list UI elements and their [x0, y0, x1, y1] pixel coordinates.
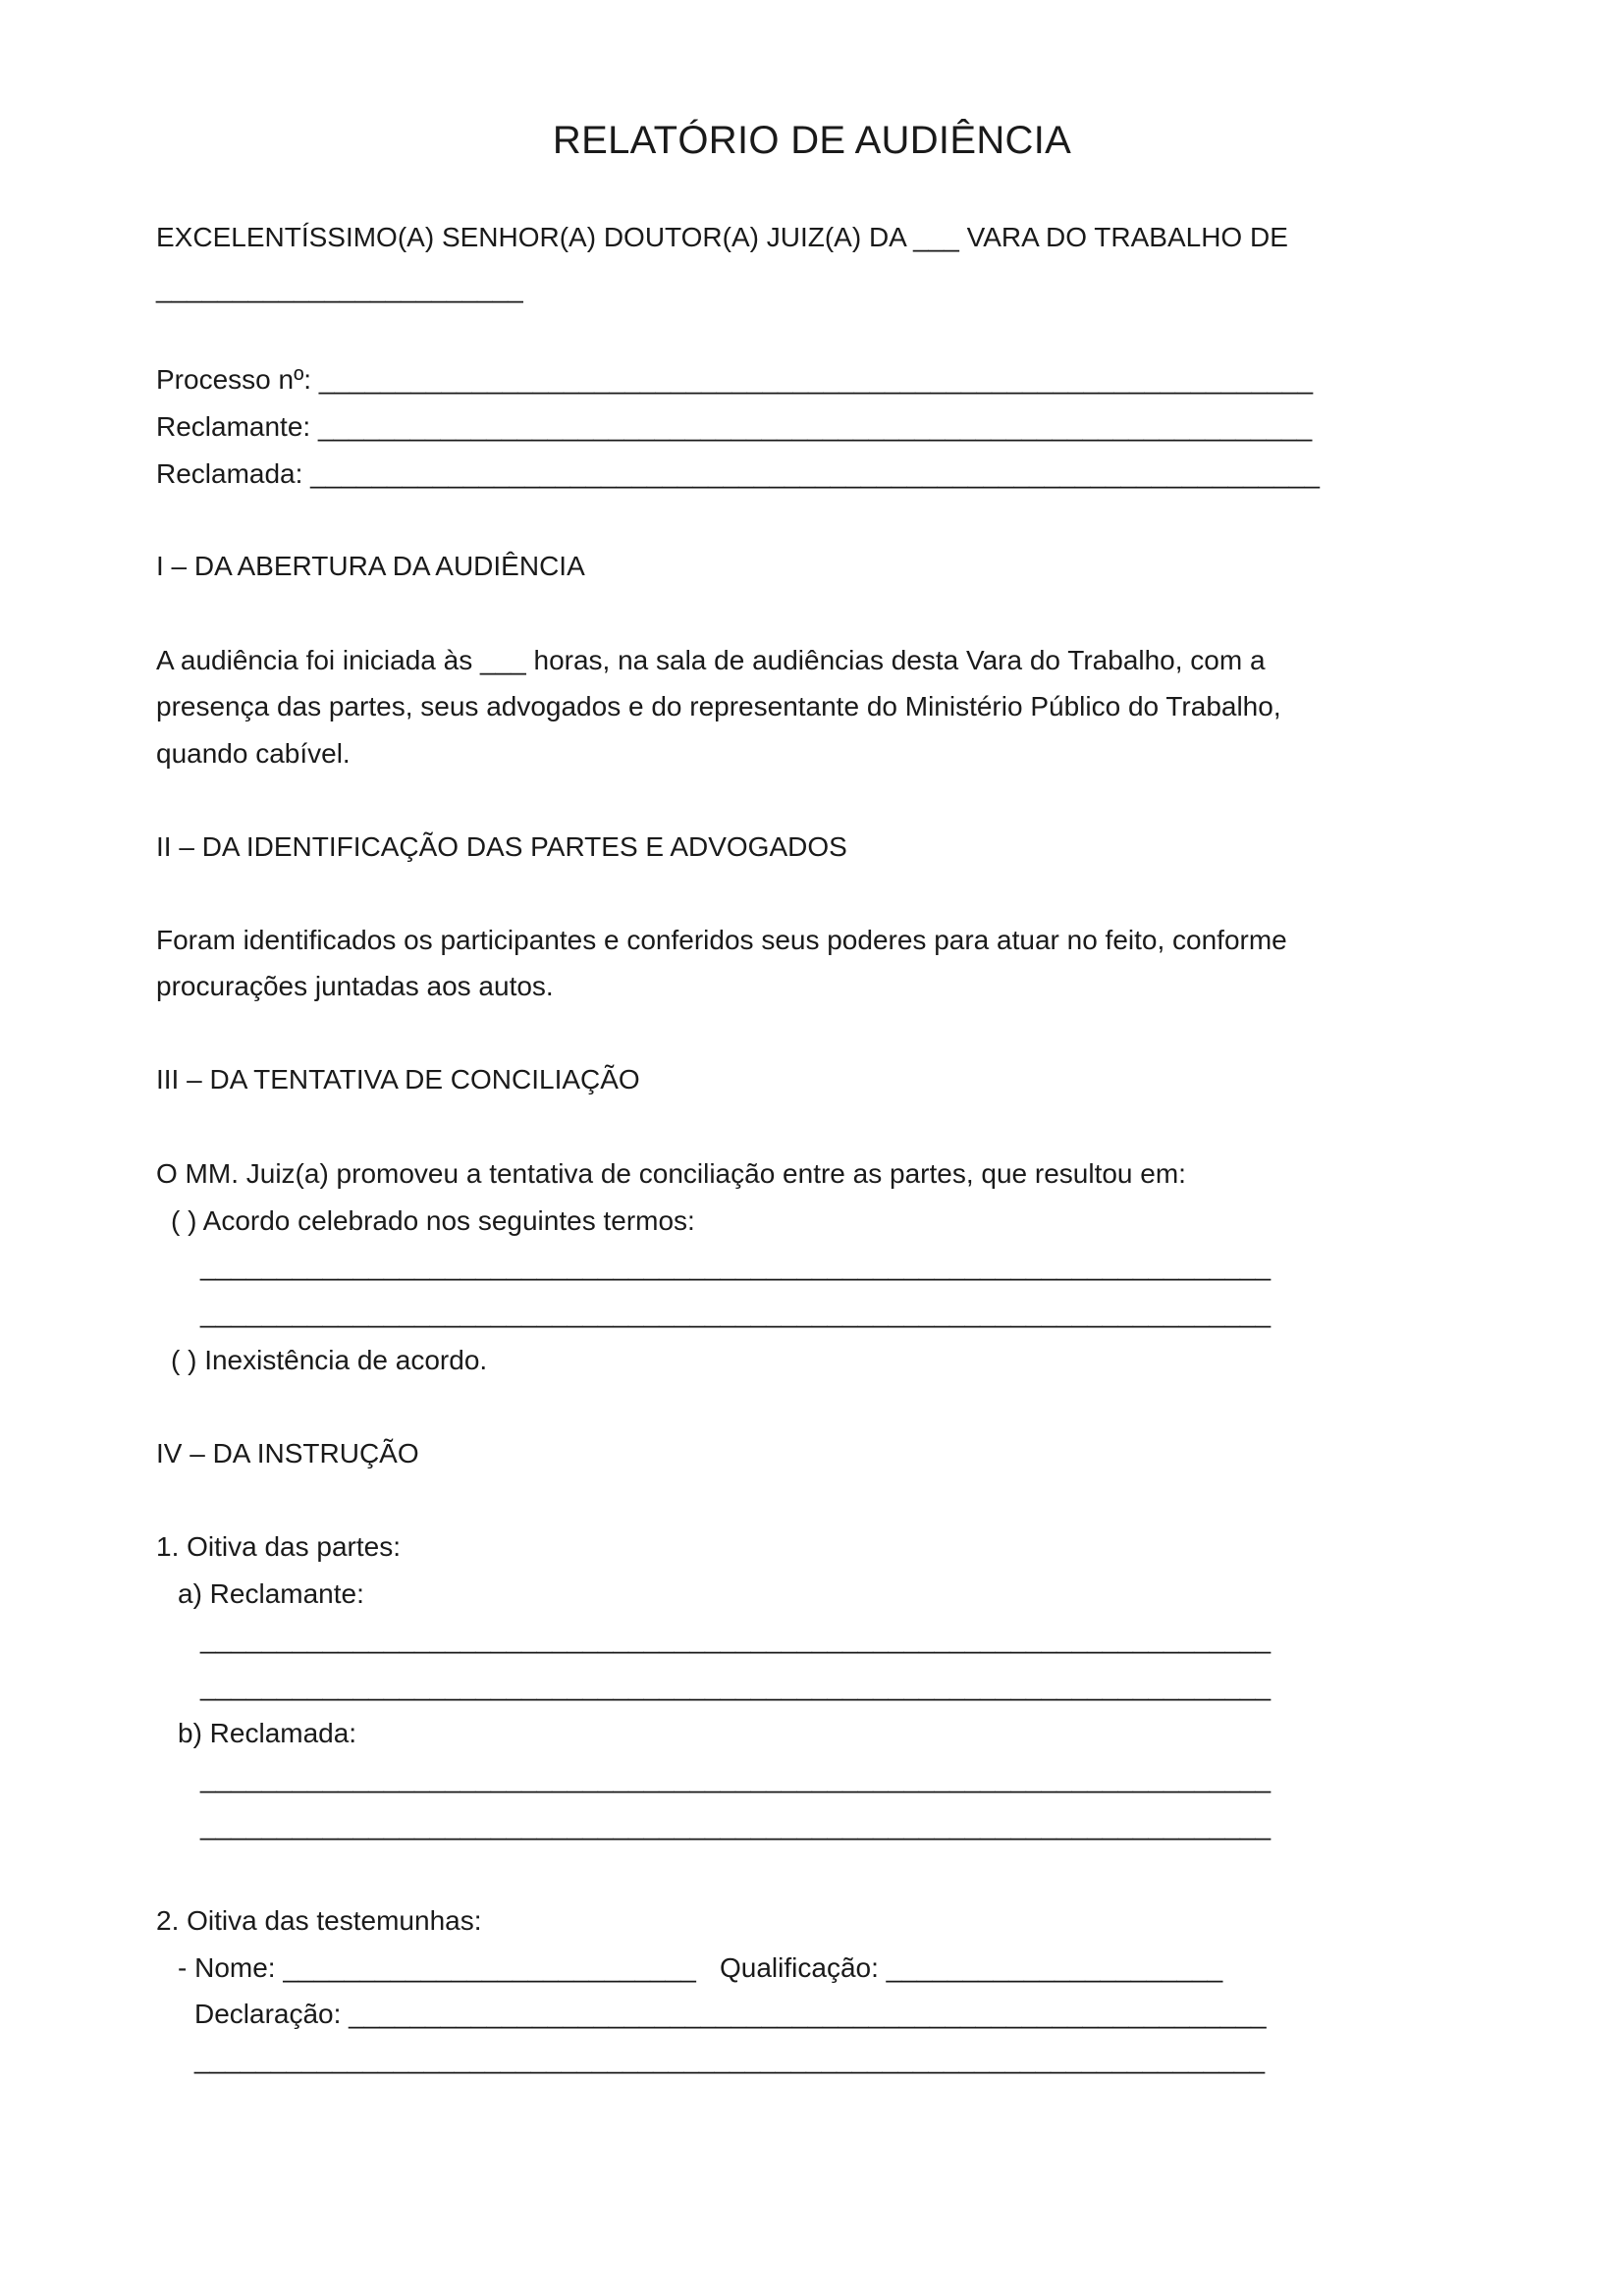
blank-line: ______________________________________________________________________ [200, 1810, 1272, 1841]
blank-line: ______________________________________________________________________ [200, 1251, 1272, 1281]
section-heading-conciliacao: III – DA TENTATIVA DE CONCILIAÇÃO [156, 1064, 640, 1095]
section-heading-abertura: I – DA ABERTURA DA AUDIÊNCIA [156, 551, 585, 581]
paragraph-line: presença das partes, seus advogados e do representante do Ministério Público do Trabalho, [156, 691, 1281, 721]
blank-line: ______________________________________________________________________ [200, 1298, 1272, 1328]
section-heading-identificacao: II – DA IDENTIFICAÇÃO DAS PARTES E ADVOGADOS [156, 831, 847, 862]
blank-line: ______________________________________________________________________ [200, 1671, 1272, 1701]
paragraph-line: O MM. Juiz(a) promoveu a tentativa de conciliação entre as partes, que resultou em: [156, 1158, 1186, 1189]
witness-name-field: - Nome: ___________________________ [178, 1952, 696, 1983]
witness-declaration-field: Declaração: ____________________________________________________________ [194, 1999, 1267, 2029]
page-title: RELATÓRIO DE AUDIÊNCIA [552, 119, 1072, 162]
paragraph-line: Foram identificados os participantes e conferidos seus poderes para atuar no feito, conforme [156, 925, 1287, 955]
list-item: 2. Oitiva das testemunhas: [156, 1905, 482, 1936]
witness-qualification-field: Qualificação: ______________________ [720, 1952, 1223, 1983]
blank-line: ______________________________________________________________________ [200, 1624, 1272, 1654]
list-item: 1. Oitiva das partes: [156, 1531, 402, 1562]
addressee-line: EXCELENTÍSSIMO(A) SENHOR(A) DOUTOR(A) JUIZ(A) DA ___ VARA DO TRABALHO DE [156, 222, 1288, 252]
option-acordo: ( ) Acordo celebrado nos seguintes termos: [171, 1205, 695, 1236]
option-inexistencia: ( ) Inexistência de acordo. [171, 1345, 488, 1375]
paragraph-line: A audiência foi iniciada às ___ horas, na sala de audiências desta Vara do Trabalho, com a [156, 645, 1266, 675]
processo-field: Processo nº: _________________________________________________________________ [156, 364, 1314, 395]
blank-line: ______________________________________________________________________ [194, 2044, 1266, 2074]
blank-line: ______________________________________________________________________ [200, 1763, 1272, 1793]
section-heading-instrucao: IV – DA INSTRUÇÃO [156, 1438, 419, 1468]
reclamada-field: Reclamada: __________________________________________________________________ [156, 458, 1320, 489]
list-subitem: b) Reclamada: [178, 1718, 357, 1748]
paragraph-line: quando cabível. [156, 738, 351, 769]
list-subitem: a) Reclamante: [178, 1578, 364, 1609]
paragraph-line: procurações juntadas aos autos. [156, 971, 554, 1001]
addressee-blank: ________________________ [156, 273, 523, 303]
reclamante-field: Reclamante: _________________________________________________________________ [156, 411, 1313, 442]
